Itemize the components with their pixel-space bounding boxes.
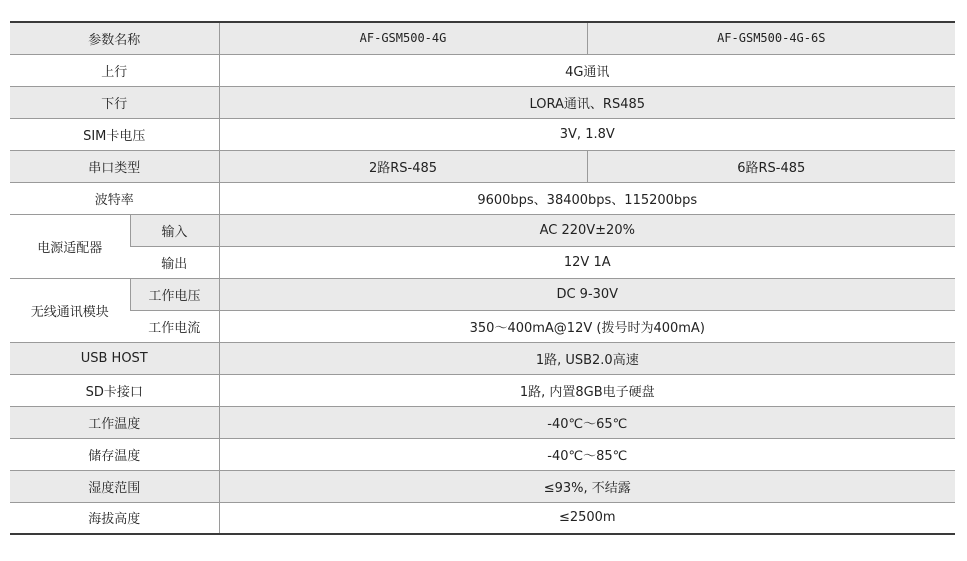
group-label: 无线通讯模块 (10, 278, 130, 342)
row-value: AC 220V±20% (219, 214, 955, 246)
row-value: 4G通讯 (219, 54, 955, 86)
row-value: -40℃～85℃ (219, 438, 955, 470)
row-sublabel: 输出 (130, 246, 219, 278)
row-sublabel: 工作电流 (130, 310, 219, 342)
table-row (10, 182, 955, 214)
row-label: 工作温度 (10, 406, 219, 438)
header-label: 参数名称 (10, 22, 219, 54)
header-model-2: AF-GSM500-4G-6S (587, 22, 955, 54)
table-row (10, 310, 955, 342)
group-label: 电源适配器 (10, 214, 130, 278)
row-sublabel: 工作电压 (130, 278, 219, 310)
table-row (10, 118, 955, 150)
row-value: -40℃～65℃ (219, 406, 955, 438)
row-sublabel: 输入 (130, 214, 219, 246)
row-label: USB HOST (10, 342, 219, 374)
row-label: SIM卡电压 (10, 118, 219, 150)
row-label: 储存温度 (10, 438, 219, 470)
table-row (10, 374, 955, 406)
row-value: 12V 1A (219, 246, 955, 278)
spec-table (10, 21, 955, 535)
row-value: 9600bps、38400bps、115200bps (219, 182, 955, 214)
row-value: 3V, 1.8V (219, 118, 955, 150)
row-label: 海拔高度 (10, 502, 219, 534)
table-row (10, 150, 955, 182)
table-row (10, 86, 955, 118)
row-value: LORA通讯、RS485 (219, 86, 955, 118)
row-label: 波特率 (10, 182, 219, 214)
row-value-model-2: 6路RS-485 (587, 150, 955, 182)
table-row (10, 214, 955, 246)
table-row (10, 246, 955, 278)
row-value: 1路, 内置8GB电子硬盘 (219, 374, 955, 406)
row-label: SD卡接口 (10, 374, 219, 406)
table-row (10, 438, 955, 470)
row-label: 上行 (10, 54, 219, 86)
table-row (10, 342, 955, 374)
row-value: ≤2500m (219, 502, 955, 534)
row-value: 350～400mA@12V (拨号时为400mA) (219, 310, 955, 342)
row-value: ≤93%, 不结露 (219, 470, 955, 502)
row-label: 串口类型 (10, 150, 219, 182)
table-header-row (10, 22, 955, 54)
header-model-1: AF-GSM500-4G (219, 22, 587, 54)
row-label: 湿度范围 (10, 470, 219, 502)
row-value: 1路, USB2.0高速 (219, 342, 955, 374)
table-row (10, 502, 955, 534)
table-row (10, 278, 955, 310)
table-row (10, 406, 955, 438)
table-row (10, 470, 955, 502)
row-label: 下行 (10, 86, 219, 118)
row-value: DC 9-30V (219, 278, 955, 310)
table-row (10, 54, 955, 86)
row-value-model-1: 2路RS-485 (219, 150, 587, 182)
